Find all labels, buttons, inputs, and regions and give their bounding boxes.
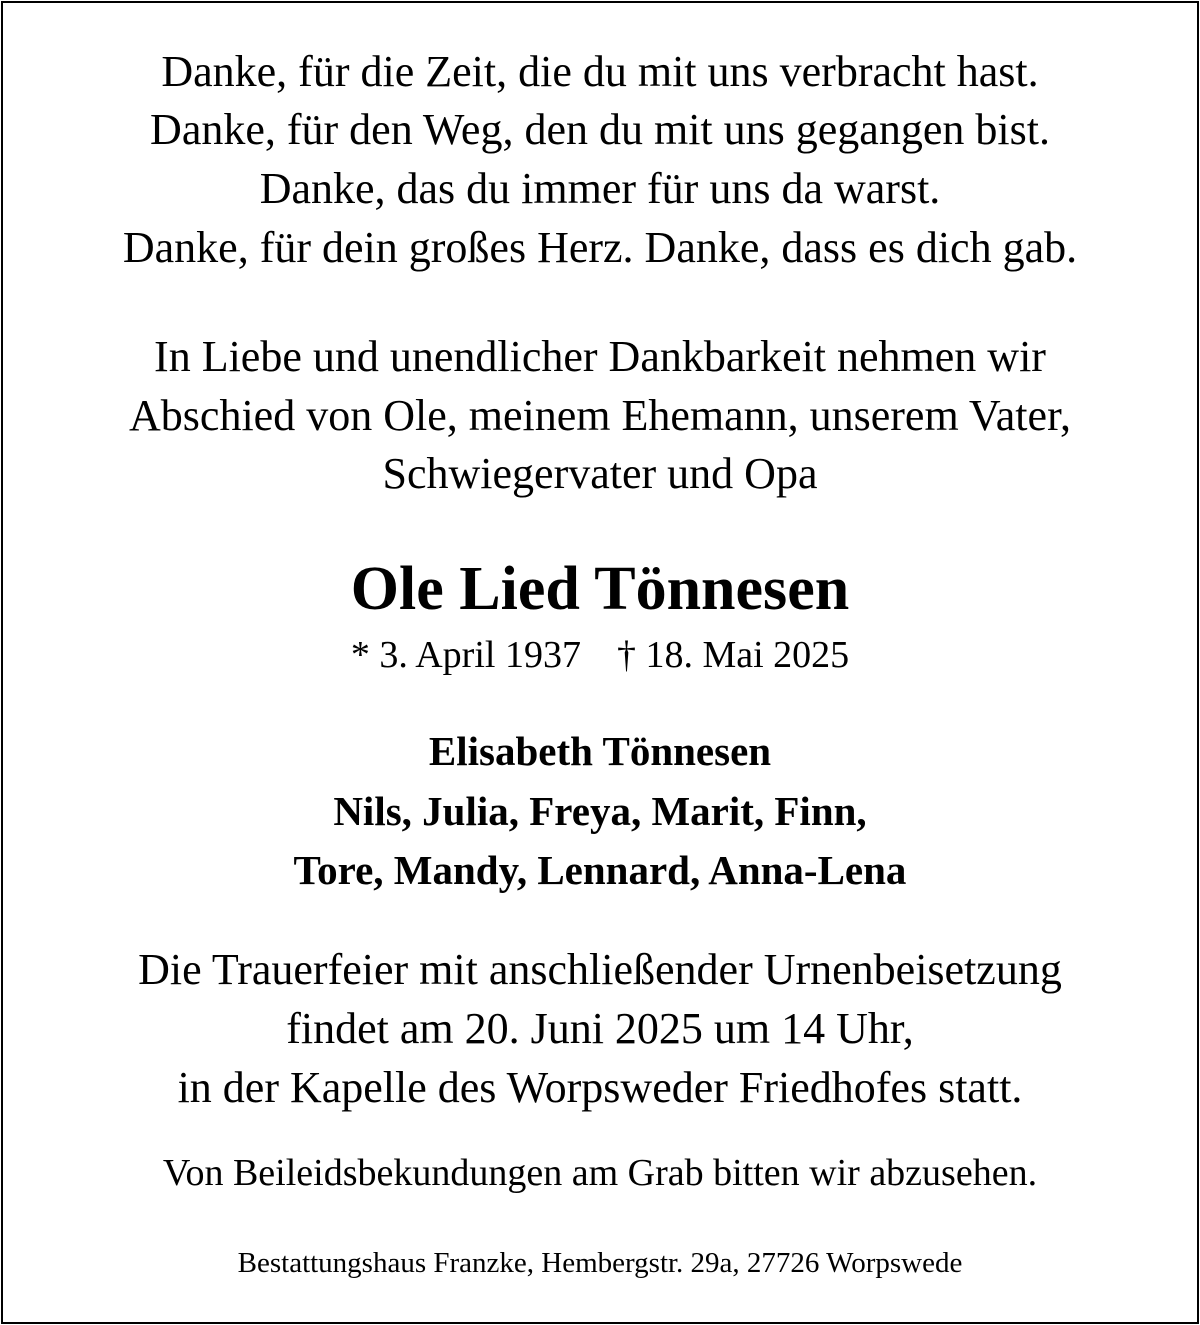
birth-date: * 3. April 1937 xyxy=(350,634,581,676)
obituary-notice xyxy=(1,1,1199,1324)
verse-line: Danke, das du immer für uns da warst. xyxy=(259,164,941,213)
funeral-home: Bestattungshaus Franzke, Hembergstr. 29a, 27726 Worpswede xyxy=(237,1247,963,1279)
service-line: Die Trauerfeier mit anschließender Urnenbeisetzung xyxy=(138,945,1062,994)
verse-line: Danke, für die Zeit, die du mit uns verbracht hast. xyxy=(161,47,1039,96)
deceased-name: Ole Lied Tönnesen xyxy=(350,555,850,623)
death-date: † 18. Mai 2025 xyxy=(616,634,850,676)
mourner-line: Nils, Julia, Freya, Marit, Finn, xyxy=(333,788,867,834)
service-line: in der Kapelle des Worpsweder Friedhofes statt. xyxy=(177,1063,1023,1112)
service-line: findet am 20. Juni 2025 um 14 Uhr, xyxy=(286,1004,914,1053)
mourner-line: Tore, Mandy, Lennard, Anna-Lena xyxy=(293,847,907,893)
verse-line: Danke, für den Weg, den du mit uns gegangen bist. xyxy=(150,105,1050,154)
intro-line: Abschied von Ole, meinem Ehemann, unserem Vater, xyxy=(129,391,1071,440)
verse-line: Danke, für dein großes Herz. Danke, dass es dich gab. xyxy=(122,223,1078,272)
intro-line: Schwiegervater und Opa xyxy=(382,449,818,498)
mourner-line: Elisabeth Tönnesen xyxy=(428,728,772,774)
condolence-request: Von Beileidsbekundungen am Grab bitten wir abzusehen. xyxy=(162,1152,1038,1194)
intro-line: In Liebe und unendlicher Dankbarkeit nehmen wir xyxy=(154,332,1046,381)
life-dates xyxy=(3,636,1197,674)
